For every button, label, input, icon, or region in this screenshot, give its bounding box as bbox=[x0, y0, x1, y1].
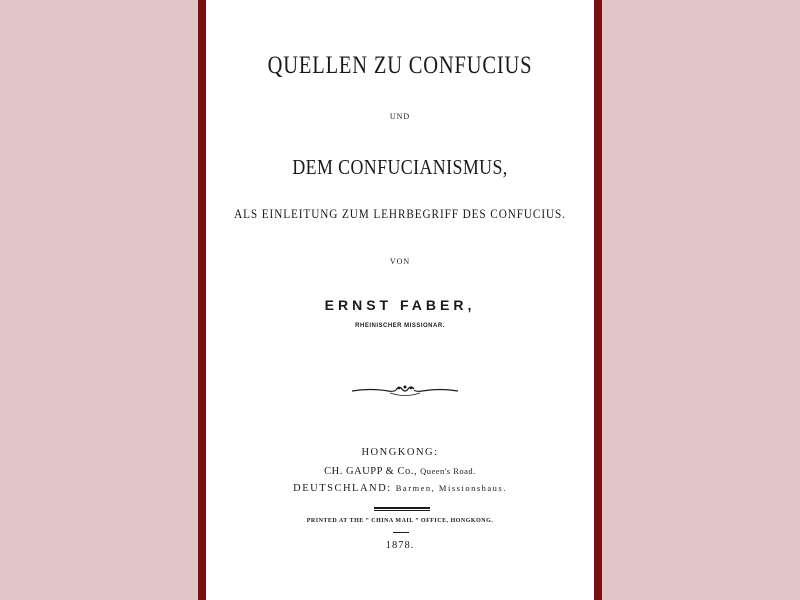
double-rule-top bbox=[374, 507, 430, 509]
title-line-2: DEM CONFUCIANISMUS, bbox=[292, 155, 508, 179]
flourish-ornament-icon bbox=[350, 382, 460, 398]
imprint-city: HONGKONG: bbox=[361, 447, 439, 458]
conjunction: UND bbox=[389, 112, 411, 121]
subtitle: ALS EINLEITUNG ZUM LEHRBEGRIFF DES CONFUCIUS. bbox=[234, 207, 566, 221]
author-role: RHEINISCHER MISSIONAR. bbox=[355, 323, 445, 329]
publisher-name: CH. GAUPP & Co., bbox=[324, 466, 421, 477]
author-name: ERNST FABER, bbox=[324, 297, 476, 313]
publisher-line bbox=[206, 466, 594, 477]
title-line-1: QUELLEN ZU CONFUCIUS bbox=[267, 52, 533, 79]
short-rule bbox=[393, 532, 409, 533]
publication-year: 1878. bbox=[385, 540, 415, 551]
germany-address: Barmen, Missionshaus. bbox=[395, 483, 507, 493]
by-label: VON bbox=[389, 257, 411, 266]
publisher-address: Queen's Road. bbox=[420, 466, 476, 476]
double-rule-bottom bbox=[374, 510, 430, 511]
printer-line: PRINTED AT THE “ CHINA MAIL ” OFFICE, HONGKONG. bbox=[306, 518, 494, 524]
germany-line bbox=[206, 483, 594, 494]
title-page bbox=[206, 0, 594, 600]
germany-label: DEUTSCHLAND: bbox=[293, 483, 396, 494]
